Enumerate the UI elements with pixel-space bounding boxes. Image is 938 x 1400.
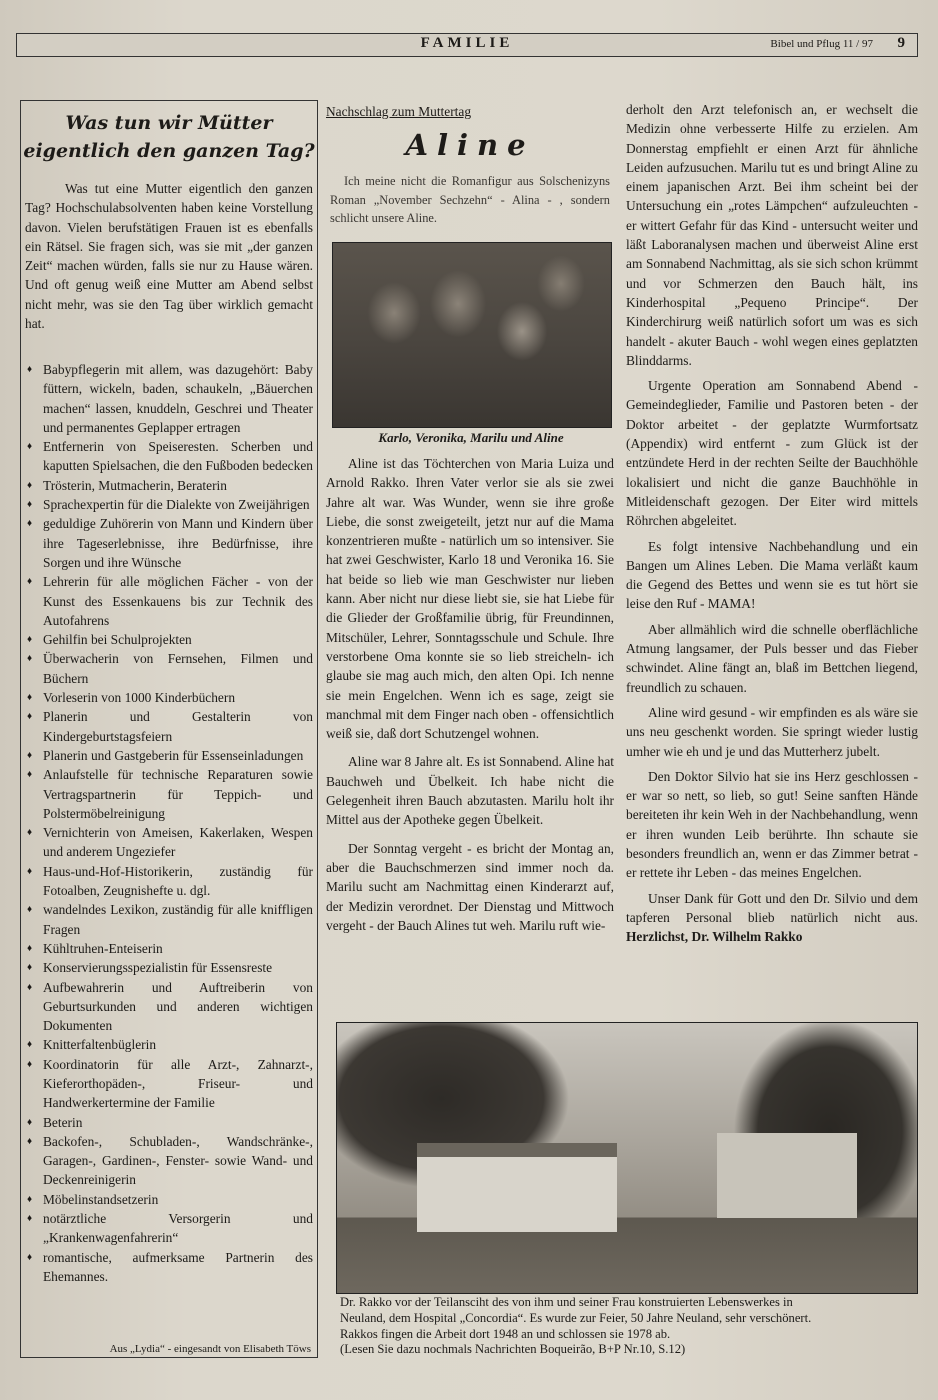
bullet-icon: ♦ — [27, 769, 33, 781]
task-text: Haus-und-Hof-Historikerin, zuständig für Fotoalben, Zeugnishefte u. dgl. — [43, 863, 313, 899]
task-text: Anlaufstelle für technische Reparaturen sowie Vertragspartnerin für Teppich- und Polstermöbelreinigung — [43, 767, 313, 821]
task-text: romantische, aufmerksame Partnerin des Ehemannes. — [43, 1249, 313, 1284]
bullet-icon: ♦ — [27, 711, 33, 723]
task-list-item — [21, 1248, 313, 1287]
hospital-building — [417, 1143, 617, 1232]
task-list-item — [21, 900, 313, 939]
task-list-item — [21, 1055, 313, 1113]
task-text: Koordinatorin für alle Arzt-, Zahnarzt-, Kieferorthopäden-, Friseur- und Handwerkertermine der Familie — [43, 1056, 313, 1111]
task-list-item — [21, 707, 313, 746]
bullet-icon: ♦ — [27, 865, 33, 877]
task-text: Planerin und Gastgeberin für Essenseinladungen — [43, 747, 304, 763]
paragraph-text: Es folgt intensive Nachbehandlung und ein Bangen um Alines Leben. Die Mama verläßt kaum die Gegend des Bettes und wenn sie es tut hört sie leise den Ruf - MAMA! — [626, 538, 918, 612]
paragraph-text: derholt den Arzt telefonisch an, er wechselt die Medizin ohne verbesserte Hilfe zu erzielen. Am Donnerstag empfiehlt er einen Arzt für ähnliche Leiden aufzusuchen. Marilu tut es und bringt Aline zu einem japanischen Arzt. Bei ihm scheint bei der Untersuchung ein „rotes Lämpchen“ aufzuleuchten - er wittert Gefahr für das Kind - untersucht weiter und läßt Laboranalysen machen und überweist Aline erst am Sonnabend Nachmittag, als sie sich schon krümmt und vor Schmerzen den Bauch hält, ins Kinderhospital „Pequeno Principe“. Der Kinderchirurg weiß natürlich sofort um was es sich handelt - akuter Bauch - wohl wegen eines geplatzten Blinddarms. — [626, 102, 918, 368]
bullet-icon: ♦ — [27, 942, 33, 954]
article-body-middle — [326, 454, 614, 944]
task-text: Kühltruhen-Enteiserin — [43, 940, 163, 956]
paragraph-text: Aber allmählich wird die schnelle oberflächliche Atmung langsamer, der Puls besser und das Fieber schwindet. Aline fängt an, blaß im Bettchen liegend, freundlich zu schauen. — [626, 621, 918, 695]
bullet-icon: ♦ — [27, 364, 33, 375]
caption-line: (Lesen Sie dazu nochmals Nachrichten Boqueirão, B+P Nr.10, S.12) — [340, 1342, 686, 1357]
task-text: Möbelinstandsetzerin — [43, 1191, 159, 1207]
task-list-item — [21, 765, 313, 823]
task-text: Trösterin, Mutmacherin, Beraterin — [43, 477, 227, 493]
task-list-item — [21, 572, 313, 630]
task-list-item — [21, 495, 313, 514]
caption-line: Neuland, dem Hospital „Concordia“. Es wurde zur Feier, 50 Jahre Neuland, sehr verschönert. — [340, 1310, 812, 1325]
caption-line: Dr. Rakko vor der Teilansciht des von ihm und seiner Frau konstruierten Lebenswerkes in — [340, 1295, 793, 1309]
page-number: 9 — [897, 35, 905, 51]
title-line-2: eigentlich den ganzen Tag? — [23, 140, 315, 162]
task-text: Beterin — [43, 1114, 83, 1130]
task-list-item — [21, 630, 313, 649]
task-text: Vorleserin von 1000 Kinderbüchern — [43, 690, 236, 706]
task-text: Vernichterin von Ameisen, Kakerlaken, Wespen und anderem Ungeziefer — [43, 825, 313, 860]
article-paragraph — [626, 767, 918, 883]
task-text: Aufbewahrerin und Auftreiberin von Geburtsurkunden und anderen wichtigen Dokumenten — [43, 979, 313, 1034]
page-header — [16, 33, 918, 57]
task-text: Sprachexpertin für die Dialekte von Zweijährigen — [43, 497, 310, 513]
task-list-item — [21, 862, 313, 901]
family-photo — [332, 242, 612, 428]
author-signature: Herzlichst, Dr. Wilhelm Rakko — [626, 929, 803, 945]
article-paragraph — [626, 620, 918, 697]
article-paragraph — [626, 376, 918, 530]
bullet-icon: ♦ — [27, 653, 33, 665]
task-list-item — [21, 939, 313, 958]
bullet-icon: ♦ — [27, 1251, 33, 1263]
paragraph-text: Aline wird gesund - wir empfinden es als wäre sie uns neu geschenkt worden. Sie springt wieder lustig umher wie eh und je und das Mutterherz jubelt. — [626, 704, 918, 759]
bullet-icon: ♦ — [27, 1135, 33, 1147]
task-list-item — [21, 1132, 313, 1190]
mother-task-list — [21, 360, 313, 1286]
article-paragraph — [626, 889, 918, 947]
task-list-item — [21, 514, 313, 572]
task-list-item — [21, 437, 313, 476]
hospital-photo — [336, 1022, 918, 1294]
article-paragraph: Der Sonntag vergeht - es bricht der Montag an, aber die Bauchschmerzen sind immer noch da. Marilu sucht am Nachmittag einen Kinderarzt auf, der Medizin verordnet. Der Dienstag und Mittwoch vergeht - der Bauch Alines tut weh. Marilu ruft wie- — [326, 840, 614, 933]
bullet-icon: ♦ — [27, 1193, 33, 1205]
task-text: Konservierungsspezialistin für Essensreste — [43, 960, 273, 976]
paragraph-text: Den Doktor Silvio hat sie ins Herz geschlossen - er war so nett, so lieb, so gut! Seine sanften Hände bereiteten ihr kein Weh in der Nachbehandlung, wenn er ihren wunden Leib berührte. Ihn schaute sie besonders freundlich an, wenn er das Zimmer betrat - er rettete ihr Leben - das meines Engelchen. — [626, 768, 918, 881]
article-body-right — [626, 100, 918, 946]
task-list-item — [21, 958, 313, 977]
bullet-icon: ♦ — [27, 962, 33, 974]
article-paragraph — [626, 100, 918, 370]
paragraph-text: Urgente Operation am Sonnabend Abend - Gemeindeglieder, Familie und Pastoren beten - der Doktor arbeitet - der geplatzte Wurmfortsatz (Appendix) wird entfernt - zum Glück ist der entzündete Herd in der rechten Seilte der Bauchhöhle lokalisiert und nicht die ganze Bauchhöhle in Mitleidenschaft gezogen. Der Eiter wird mittels Röhrchen abgeleitet. — [626, 378, 918, 529]
task-list-item — [21, 360, 313, 437]
article-kicker: Nachschlag zum Muttertag — [326, 104, 472, 119]
bullet-icon: ♦ — [27, 634, 33, 646]
article-title: Aline — [405, 128, 535, 162]
task-text: Überwacherin von Fernsehen, Filmen und Büchern — [43, 651, 313, 686]
task-text: Lehrerin für alle möglichen Fächer - von der Kunst des Essenkauens bis zur Technik des Autofahrens — [43, 574, 313, 628]
mothers-article-intro — [25, 179, 313, 333]
article-paragraph — [626, 703, 918, 761]
task-text: Knitterfaltenbüglerin — [43, 1037, 157, 1053]
article-lead: Ich meine nicht die Romanfigur aus Solschenizyns Roman „November Sechzehn“ - Alina - , sondern schlicht unsere Aline. — [330, 174, 610, 225]
task-text: wandelndes Lexikon, zuständig für alle kniffligen Fragen — [43, 902, 313, 937]
issue-label: Bibel und Pflug 11 / 97 — [770, 38, 873, 50]
bullet-icon: ♦ — [27, 576, 33, 588]
task-text: Gehilfin bei Schulprojekten — [43, 632, 192, 648]
bullet-icon: ♦ — [27, 479, 33, 491]
paragraph-text: Unser Dank für Gott und den Dr. Silvio und dem tapferen Personal blieb natürlich nicht aus. — [626, 890, 918, 925]
bullet-icon: ♦ — [27, 749, 33, 761]
task-list-item — [21, 978, 313, 1036]
bullet-icon: ♦ — [27, 1039, 33, 1051]
task-list-item — [21, 1190, 313, 1209]
intro-paragraph: Was tut eine Mutter eigentlich den ganzen Tag? Hochschulabsolventen haben keine Vorstellung davon. Vielen berufstätigen Frauen ist es ebenfalls ein Rätsel. Sie fragen sich, was sie mit „der ganzen Zeit“ machen würden, falls sie nur zu Hause wären. Und oft genug weiß eine Mutter am Abend selbst nicht mehr, was sie den Tag über wirklich gemacht hat. — [25, 181, 313, 332]
mothers-article-box — [20, 100, 318, 1358]
bullet-icon: ♦ — [27, 1058, 33, 1070]
bullet-icon: ♦ — [27, 499, 33, 511]
hospital-annex — [717, 1133, 857, 1218]
task-text: Entfernerin von Speiseresten. Scherben und kaputten Spielsachen, die den Fußboden bedecken — [43, 439, 313, 474]
task-list-item — [21, 823, 313, 862]
article-paragraph: Aline war 8 Jahre alt. Es ist Sonnabend. Aline hat Bauchweh und Übelkeit. Ich habe nicht die Gelegenheit ihren Bauch abzutasten. Marilu holt ihr Mittel aus der Apotheke gegen Übelkeit. — [326, 754, 614, 828]
task-text: notärztliche Versorgerin und „Krankenwagenfahrerin“ — [43, 1211, 313, 1246]
task-list-item — [21, 1113, 313, 1132]
task-list-item — [21, 649, 313, 688]
bullet-icon: ♦ — [27, 692, 33, 704]
bullet-icon: ♦ — [27, 981, 33, 993]
task-text: geduldige Zuhörerin von Mann und Kindern über ihre Tageserlebnisse, ihre Bedürfnisse, ihre Sorgen und ihre Wünsche — [43, 516, 313, 570]
task-list-item — [21, 1035, 313, 1054]
mothers-article-title — [21, 109, 317, 165]
task-text: Backofen-, Schubladen-, Wandschränke-, Garagen-, Gardinen-, Fenster- sowie Wand- und Deckenreinigerin — [43, 1133, 313, 1188]
task-list-item — [21, 746, 313, 765]
article-paragraph: Aline ist das Töchterchen von Maria Luiza und Arnold Rakko. Ihren Vater verlor sie als sie zwei Jahre alt war. Was Wunder, wenn sie ihre große Liebe, die sonst zweigeteilt, jetzt nur auf die Mama konzentrieren mußte - natürlich um so intensiver. Sie hat zwei Geschwister, Karlo 18 und Veronika 16. Sie hat beide so lieb wie man Geschwister nur lieben kann. Aber nicht nur diese liebt sie, sie hat Liebe für die Glieder der Großfamilie übrig, für Freundinnen, Mitschüler, Lehrer, Sonntagsschule und Schule. Ihre verstorbene Oma konnte sie so lieb streicheln- ich glaube sie mag auch mich, den alten Opi. Ich nenne sie mein Engelchen. Wenn ich es sage, zeigt sie manchmal mit dem Finger nach oben - offensichtlich weiß sie, daß dort Schutzengel wohnen. — [326, 456, 614, 742]
task-list-item — [21, 688, 313, 707]
title-line-1: Was tun wir Mütter — [65, 112, 273, 134]
caption-line: Rakkos fingen die Arbeit dort 1948 an und schlossen sie 1978 ab. — [340, 1326, 671, 1341]
article-source: Aus „Lydia“ - eingesandt von Elisabeth Töws — [109, 1343, 311, 1355]
family-photo-caption: Karlo, Veronika, Marilu und Aline — [378, 430, 564, 445]
article-paragraph — [626, 537, 918, 614]
section-title: FAMILIE — [420, 35, 514, 51]
task-list-item — [21, 476, 313, 495]
bullet-icon: ♦ — [27, 904, 33, 916]
bullet-icon: ♦ — [27, 1213, 33, 1225]
bullet-icon: ♦ — [27, 518, 33, 530]
bullet-icon: ♦ — [27, 827, 33, 839]
hospital-photo-caption — [340, 1295, 915, 1358]
task-text: Planerin und Gestalterin von Kindergeburtstagsfeiern — [43, 709, 313, 744]
task-text: Babypflegerin mit allem, was dazugehört: Baby füttern, wickeln, baden, schaukeln, „Bäuerchen machen“ lassen, knuddeln, Geschrei und Theater und permanentes Geplapper ertragen — [43, 362, 313, 435]
bullet-icon: ♦ — [27, 441, 33, 453]
task-list-item — [21, 1209, 313, 1248]
bullet-icon: ♦ — [27, 1116, 33, 1128]
